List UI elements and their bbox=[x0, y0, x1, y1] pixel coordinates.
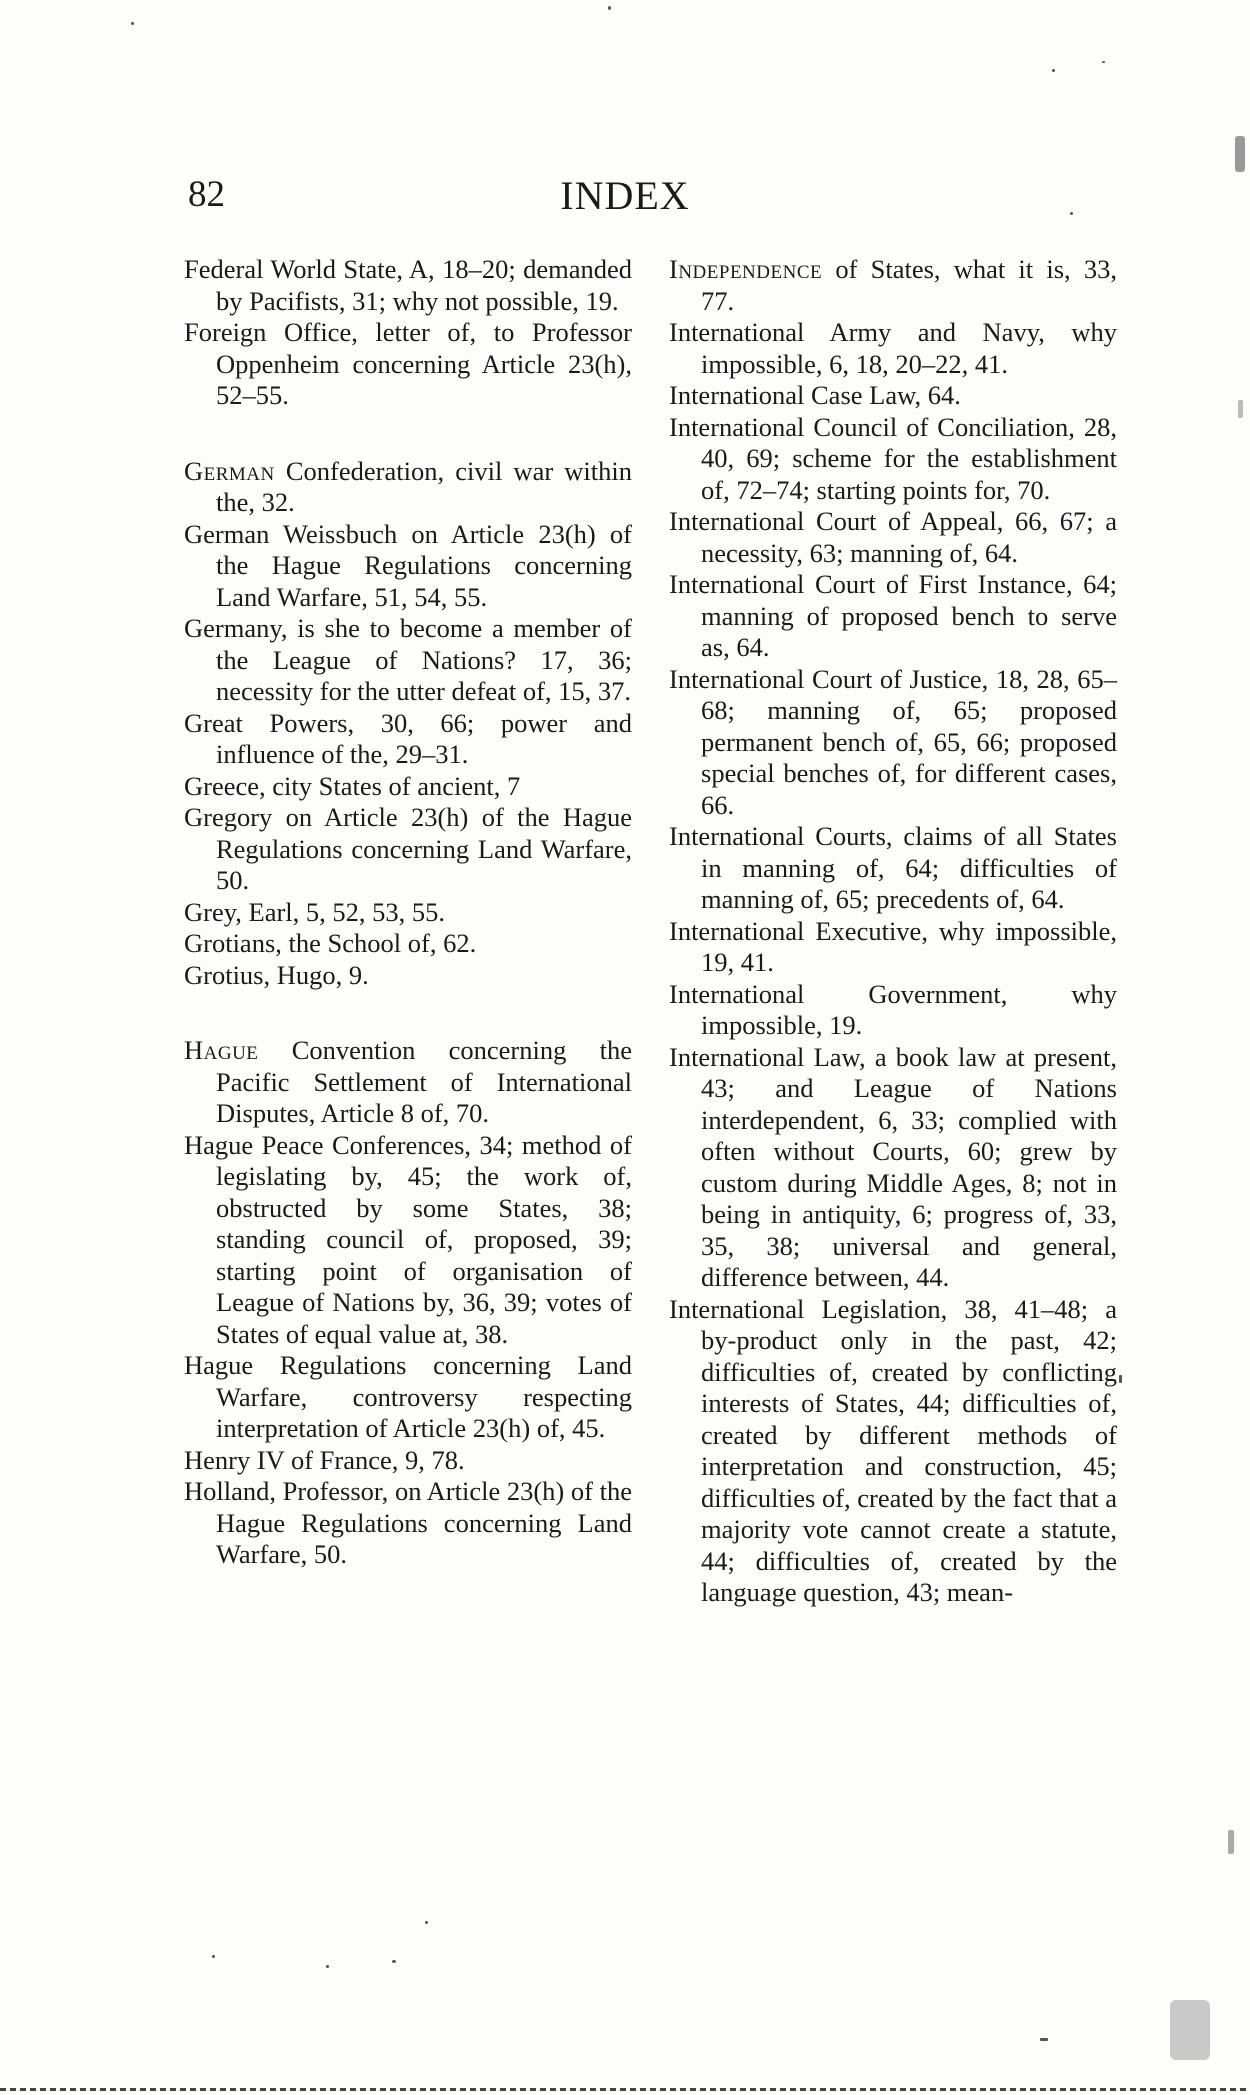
index-entry: Great Powers, 30, 66; power and influence of the, 29–31. bbox=[184, 707, 632, 769]
index-entry: International Courts, claims of all States in manning of, 64; difficulties of manning of, 65; precedents of, 64. bbox=[669, 821, 1117, 914]
index-entry: Grotius, Hugo, 9. bbox=[184, 959, 369, 990]
index-entry: International Court of First Instance, 64; manning of proposed bench to serve as, 64. bbox=[669, 569, 1117, 662]
page-number: 82 bbox=[188, 174, 225, 215]
index-entry: International Law, a book law at present, 43; and League of Nations interdependent, 6, 33; complied with often without Courts, 60; grew by custom during Middle Ages, 8; not in being in antiquity, 6; progress of, 33, 35, 38; universal and general, difference between, 44. bbox=[669, 1041, 1117, 1292]
index-entry: International Council of Conciliation, 28, 40, 69; scheme for the establishment of, 72–74; starting points for, 70. bbox=[669, 411, 1117, 505]
scan-speck bbox=[326, 1965, 329, 1968]
index-entry: Grotians, the School of, 62. bbox=[184, 928, 477, 958]
scan-speck bbox=[1052, 69, 1055, 72]
scan-speck bbox=[1170, 2000, 1210, 2060]
index-entry: International Executive, why impossible, 19, 41. bbox=[669, 915, 1117, 977]
scan-speck bbox=[1040, 2038, 1048, 2041]
index-entry: International Court of Justice, 18, 28, 65–68; manning of, 65; proposed permanent bench of, 65, 66; proposed special benches of, for different cases, 66. bbox=[669, 663, 1117, 820]
index-column-right bbox=[669, 254, 1117, 1609]
index-entry: Independence of States, what it is, 33, 77. bbox=[669, 254, 1117, 316]
bottom-edge-rule bbox=[0, 2088, 1250, 2091]
scan-speck bbox=[1119, 1375, 1122, 1383]
scan-speck bbox=[1235, 136, 1245, 172]
section-gap bbox=[184, 991, 632, 1035]
scan-speck bbox=[1228, 1830, 1234, 1854]
scan-speck bbox=[1238, 400, 1243, 418]
index-entry: International Case Law, 64. bbox=[669, 380, 961, 410]
section-gap bbox=[184, 412, 632, 456]
index-entry: Hague Regulations concerning Land Warfare, controversy respecting interpretation of Article 23(h) of, 45. bbox=[184, 1350, 632, 1443]
index-entry: International Army and Navy, why impossible, 6, 18, 20–22, 41. bbox=[669, 317, 1117, 379]
scan-speck bbox=[212, 1955, 215, 1958]
scan-speck bbox=[1102, 61, 1105, 63]
section-lead-word: German bbox=[184, 455, 275, 486]
index-entry: Federal World State, A, 18–20; demanded by Pacifists, 31; why not possible, 19. bbox=[184, 254, 632, 316]
index-entry: Foreign Office, letter of, to Professor Oppenheim concerning Article 23(h), 52–55. bbox=[184, 317, 632, 410]
index-entry: Gregory on Article 23(h) of the Hague Regulations concerning Land Warfare, 50. bbox=[184, 802, 632, 895]
section-lead-word: Hague bbox=[184, 1035, 259, 1065]
index-entry: Hague Peace Conferences, 34; method of legislating by, 45; the work of, obstructed by some States, 38; standing council of, proposed, 39; starting point of organisation of League of Nations by, 36, 39; votes of States of equal value at, 38. bbox=[184, 1129, 632, 1349]
scan-speck bbox=[392, 1960, 396, 1963]
scan-speck bbox=[608, 6, 611, 10]
index-entry: Hague Convention concerning the Pacific Settlement of International Disputes, Article 8 of, 70. bbox=[184, 1035, 632, 1128]
index-entry: International Court of Appeal, 66, 67; a necessity, 63; manning of, 64. bbox=[669, 506, 1117, 568]
index-entry: Holland, Professor, on Article 23(h) of the Hague Regulations concerning Land Warfare, 50. bbox=[184, 1476, 632, 1569]
scan-speck bbox=[1070, 212, 1073, 215]
index-column-left bbox=[184, 254, 632, 1571]
index-entry: German Weissbuch on Article 23(h) of the Hague Regulations concerning Land Warfare, 51, 54, 55. bbox=[184, 518, 632, 612]
page-title: INDEX bbox=[560, 173, 690, 218]
index-entry: International Legislation, 38, 41–48; a by-product only in the past, 42; difficulties of, created by conflicting interests of States, 44; difficulties of, created by different methods of interpretation and construction, 45; difficulties of, created by the fact that a majority vote cannot create a statute, 44; difficulties of, created by the language question, 43; mean- bbox=[669, 1293, 1117, 1607]
scan-speck bbox=[131, 22, 134, 25]
index-entry: Grey, Earl, 5, 52, 53, 55. bbox=[184, 896, 446, 927]
index-entry: Henry IV of France, 9, 78. bbox=[184, 1444, 465, 1475]
index-entry: German Confederation, civil war within the, 32. bbox=[184, 455, 632, 517]
scan-speck bbox=[425, 1921, 428, 1924]
section-lead-word: Independence bbox=[669, 254, 823, 284]
index-entry: Greece, city States of ancient, 7 bbox=[184, 770, 521, 801]
index-entry: International Government, why impossible, 19. bbox=[669, 978, 1117, 1040]
index-entry: Germany, is she to become a member of the League of Nations? 17, 36; necessity for the utter defeat of, 15, 37. bbox=[184, 613, 632, 706]
